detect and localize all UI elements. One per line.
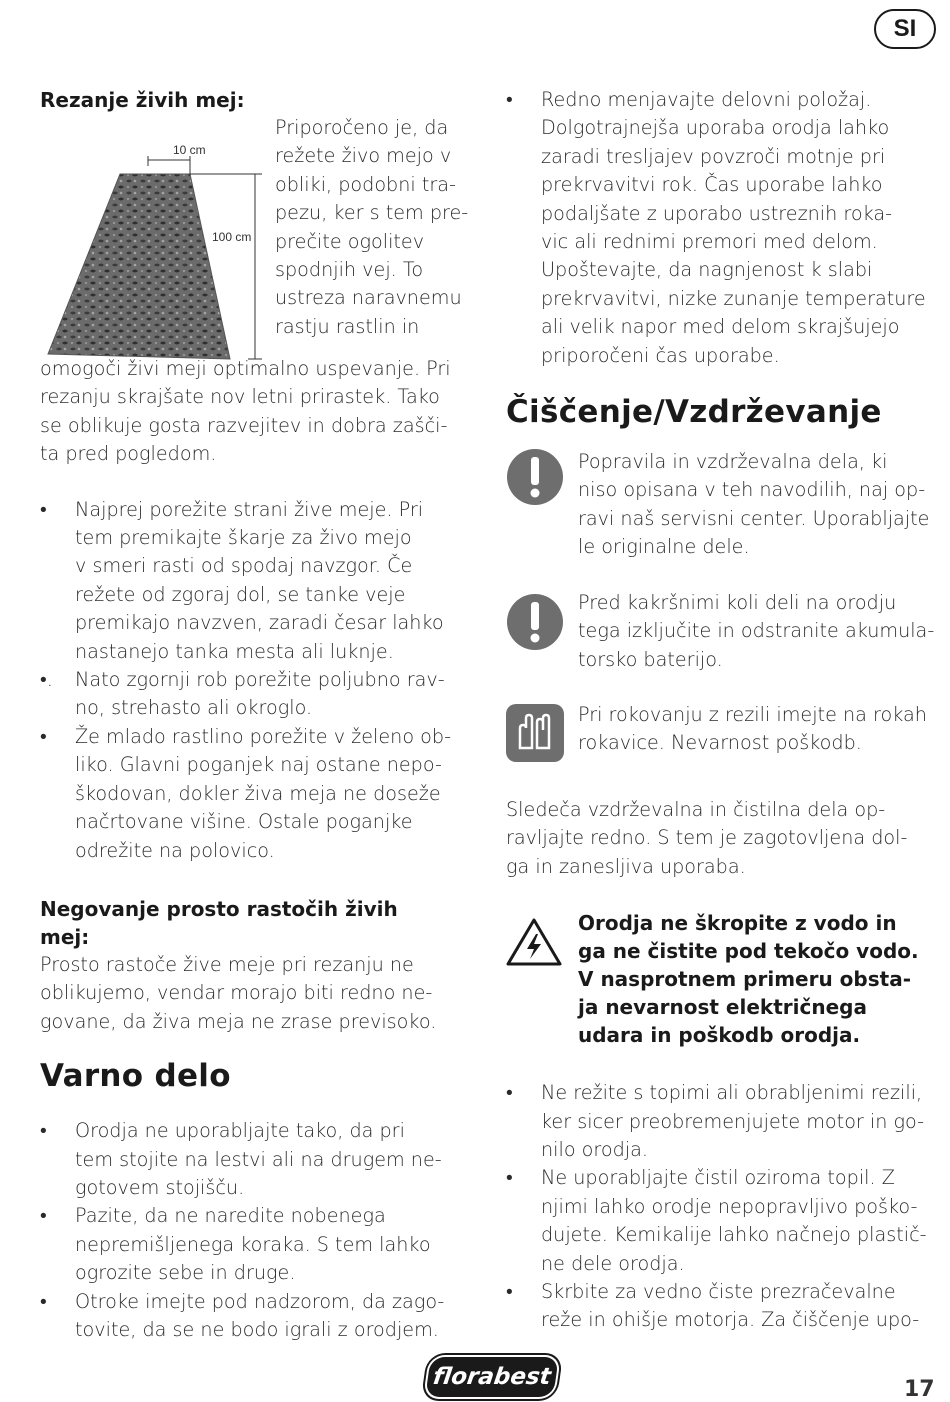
line: govane, da živa meja ne zrase previsoko. — [40, 1009, 437, 1033]
cleaning-maintenance-heading: Čiščenje/Vzdrževanje — [506, 394, 882, 431]
line: Sledeča vzdrževalna in čistilna dela op- — [506, 797, 886, 821]
right-column — [506, 86, 946, 1335]
line: ja nevarnost električnega — [578, 995, 867, 1020]
line: se oblikuje gosta razvejitev in dobra zašči- — [40, 413, 448, 437]
line: Že mlado rastlino porežite v želeno ob- — [75, 724, 452, 748]
notice-gloves — [506, 701, 946, 766]
line: reže in ohišje motorja. Za čiščenje upo- — [541, 1308, 920, 1332]
line: Orodja ne uporabljajte tako, da pri — [75, 1119, 405, 1143]
electric-hazard-icon — [506, 909, 578, 971]
line: premikajo navzven, zaradi česar lahko — [75, 611, 444, 635]
line: gotovem stojišču. — [75, 1175, 245, 1199]
line: V nasprotnem primeru obsta- — [578, 967, 911, 992]
line: obliki, podobni tra- — [275, 172, 456, 196]
exclamation-icon — [506, 448, 578, 510]
line: rokavice. Nevarnost poškodb. — [578, 731, 862, 755]
list-item — [40, 666, 480, 723]
line: omogoči živi meji optimalno uspevanje. Pri — [40, 357, 451, 380]
list-item — [506, 1079, 946, 1164]
hedge-intro-narrow — [275, 114, 480, 341]
line: nastanejo tanka mesta ali luknje. — [75, 639, 394, 663]
line: ustreza naravnemu — [275, 286, 462, 310]
logo-text: florabest — [431, 1364, 553, 1390]
line: niso opisana v teh navodilih, naj op- — [578, 478, 926, 502]
line: ravljajte redno. S tem je zagotovljena dol- — [506, 826, 908, 850]
line: tega izklјučite in odstranite akumula- — [578, 619, 935, 643]
line: Upoštevajte, da nagnjenost k slabi — [541, 258, 873, 282]
hedge-trapezoid-figure — [40, 143, 270, 369]
line: le originalne dele. — [578, 535, 750, 559]
line: no, strehasto ali okroglo. — [75, 696, 313, 720]
left-column — [40, 86, 480, 1344]
line: ga in zanesljiva uporaba. — [506, 854, 746, 878]
bullet-marker: • — [40, 724, 47, 748]
line: podaljšate z uporabo ustreznih roka- — [541, 201, 893, 225]
hedge-section — [40, 114, 480, 355]
water-warning — [506, 909, 946, 1049]
line: Nato zgornji rob porežite poljubno rav- — [75, 668, 445, 692]
maintenance-paragraph — [506, 796, 946, 881]
line: dujete. Kemikalije lahko načnejo plastič- — [541, 1223, 927, 1247]
list-item — [40, 1202, 480, 1287]
free-growing-heading: Negovanje prosto rastočih živih — [40, 896, 398, 921]
list-item — [506, 1164, 946, 1278]
line: pezu, ker s tem pre- — [275, 201, 469, 225]
safe-work-bullet-list — [40, 1117, 480, 1344]
line: torsko baterijo. — [578, 647, 723, 671]
line: Najprej porežite strani žive meje. Pri — [75, 497, 424, 521]
bullet-marker: • — [40, 1204, 47, 1228]
gloves-icon — [506, 701, 578, 766]
list-item — [40, 1288, 480, 1345]
line: priporočeni čas uporabe. — [541, 343, 780, 367]
hedge-bullet-list — [40, 496, 480, 865]
line: ga ne čistite pod tekočo vodo. — [578, 939, 919, 964]
line: prekrvavitvi rok. Čas uporabe lahko — [541, 173, 883, 197]
line: Dolgotrajnejša uporaba orodja lahko — [541, 116, 890, 140]
vibration-bullet-list — [506, 86, 946, 370]
list-item — [40, 496, 480, 666]
bullet-marker: • — [506, 1081, 513, 1105]
line: udara in poškodb orodja. — [578, 1023, 861, 1048]
free-growing-heading-cont: mej: — [40, 924, 90, 949]
line: Otroke imejte pod nadzorom, da zago- — [75, 1289, 445, 1313]
florabest-logo — [425, 1357, 559, 1397]
line: režete živo mejo v — [275, 144, 452, 168]
hedge-intro-wide — [40, 355, 480, 469]
line: Pazite, da ne naredite nobenega — [75, 1204, 386, 1228]
line: Pri rokovanju z rezili imejte na rokah — [578, 702, 927, 726]
language-badge: SI — [874, 9, 936, 49]
notice-repairs — [506, 448, 946, 562]
line: škodovan, dokler živa meja ne doseže — [75, 781, 441, 805]
line: ravi naš servisni center. Uporabljajte — [578, 506, 930, 530]
cleaning-bullet-list — [506, 1079, 946, 1335]
bullet-marker: •. — [40, 668, 53, 692]
line: liko. Glavni poganjek naj ostane nepo- — [75, 753, 442, 777]
line: vic ali rednimi premori med delom. — [541, 230, 878, 254]
line: tem stojite na lestvi ali na drugem ne- — [75, 1147, 442, 1171]
list-item — [40, 1117, 480, 1202]
line: njimi lahko orodje nepopravljivo poško- — [541, 1194, 918, 1218]
bullet-marker: • — [506, 1279, 513, 1303]
bullet-marker: • — [40, 1289, 47, 1313]
line: nepremišljenega koraka. S tem lahko — [75, 1232, 431, 1256]
bullet-marker: • — [40, 497, 47, 521]
bullet-marker: • — [506, 1166, 513, 1190]
hedge-cutting-heading: Rezanje živih mej: — [40, 88, 245, 112]
line: ogrozite sebe in druge. — [75, 1261, 296, 1285]
line: prečite ogolitev — [275, 229, 425, 253]
line: odrežite na polovico. — [75, 838, 275, 862]
line: zaradi tresljajev povzroči motnje pri — [541, 144, 886, 168]
safe-work-heading: Varno delo — [40, 1058, 231, 1095]
line: tem premikajte škarje za živo mejo — [75, 526, 412, 550]
list-item — [40, 723, 480, 865]
line: Popravila in vzdrževalna dela, ki — [578, 450, 888, 474]
line: rastju rastlin in — [275, 314, 420, 338]
line: Ne režite s topimi ali obrabljenimi rezili, — [541, 1081, 923, 1105]
line: tovite, da se ne bodo igrali z orodjem. — [75, 1317, 439, 1341]
list-item — [506, 1278, 946, 1335]
width-label: 10 cm — [173, 143, 206, 157]
line: Priporočeno je, da — [275, 116, 449, 139]
page-number: 17 — [904, 1377, 935, 1402]
line: nilo orodja. — [541, 1137, 648, 1161]
notice-battery — [506, 589, 946, 674]
exclamation-icon — [506, 589, 578, 655]
line: Skrbite za vedno čiste prezračevalne — [541, 1279, 896, 1303]
line: načrtovane višine. Ostale poganjke — [75, 810, 413, 834]
line: ali velik napor med delom skrajšujejo — [541, 315, 900, 339]
line: spodnjih vej. To — [275, 258, 424, 282]
free-growing-section — [40, 895, 480, 1036]
line: režete od zgoraj dol, se tanke veje — [75, 582, 406, 606]
line: ta pred pogledom. — [40, 442, 217, 466]
line: Ne uporabljajte čistil oziroma topil. Z — [541, 1166, 895, 1190]
height-label: 100 cm — [212, 230, 252, 244]
bullet-marker: • — [506, 88, 513, 111]
bullet-marker: • — [40, 1119, 47, 1143]
line: Orodja ne škropite z vodo in — [578, 911, 897, 936]
line: oblikujemo, vendar morajo biti redno ne- — [40, 981, 433, 1005]
line: rezanju skrajšate nov letni prirastek. Tako — [40, 385, 440, 409]
line: Redno menjavajte delovni položaj. — [541, 88, 872, 111]
line: Pred kakršnimi koli deli na orodju — [578, 590, 897, 614]
line: prekrvavitvi, nizke zunanje temperature — [541, 286, 926, 310]
line: ne dele orodja. — [541, 1251, 685, 1275]
line: Prosto rastoče žive meje pri rezanju ne — [40, 952, 414, 976]
list-item — [506, 86, 946, 370]
line: ker sicer preobremenjujete motor in go- — [541, 1109, 925, 1133]
line: v smeri rasti od spodaj navzgor. Če — [75, 554, 413, 578]
